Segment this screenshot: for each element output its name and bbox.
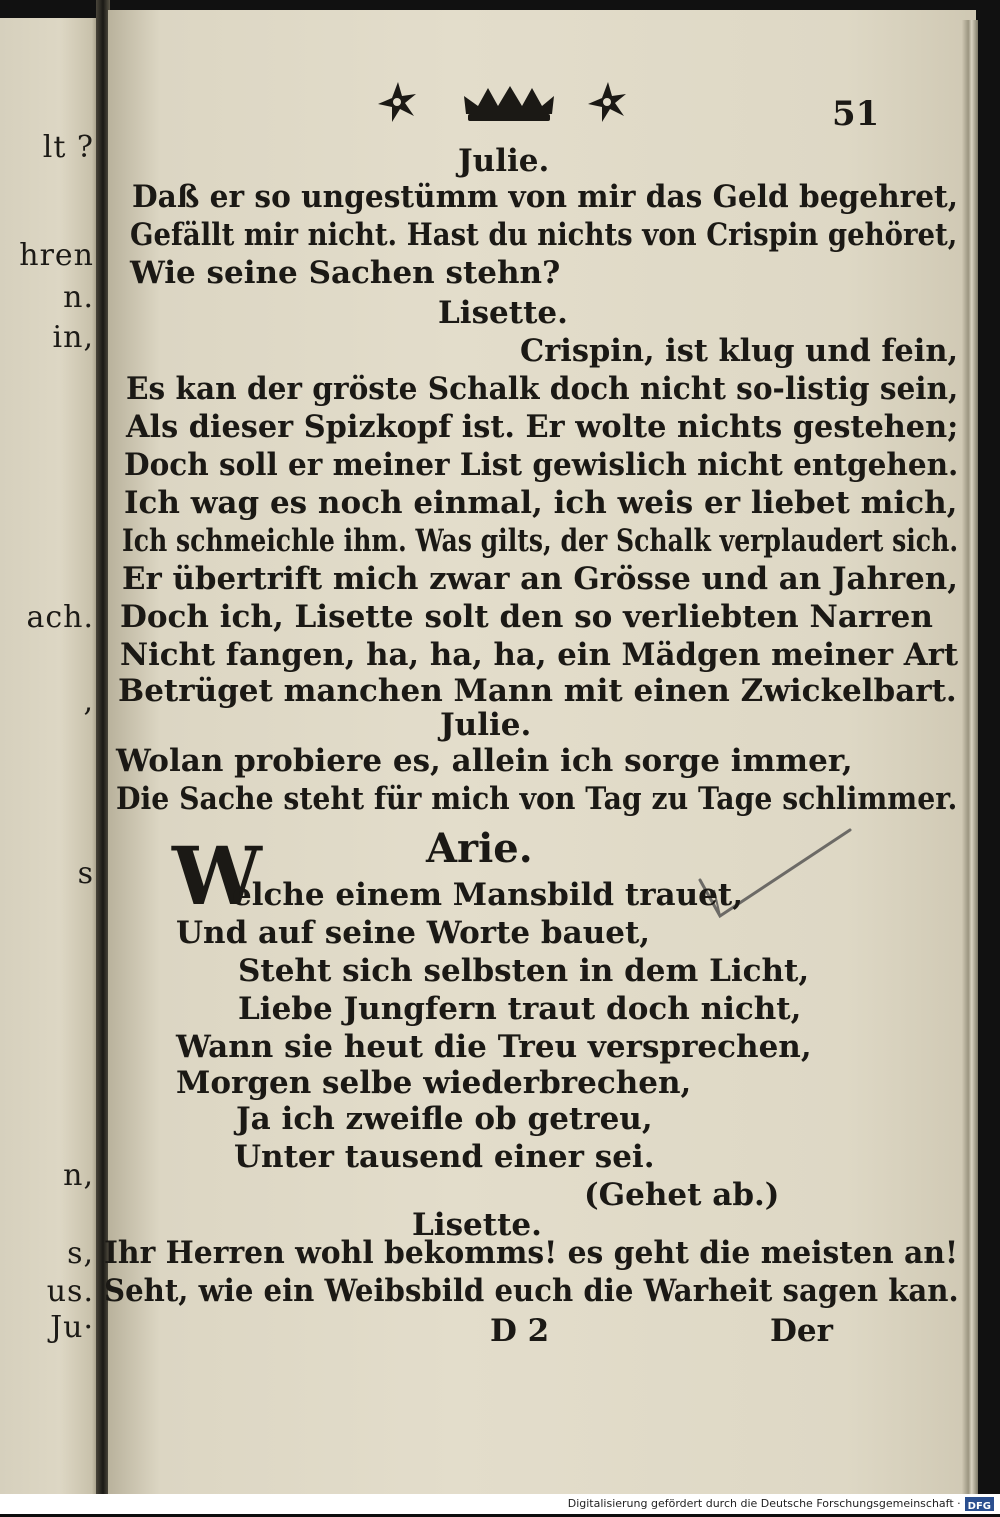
verse-line: Ich wag es noch einmal, ich weis er liebet mich,	[124, 485, 958, 521]
stage-direction: (Gehet ab.)	[584, 1177, 780, 1213]
page-number: 51	[832, 94, 880, 134]
speaker-lisette: Lisette.	[438, 295, 568, 331]
verse-line: Er übertrift mich zwar an Grösse und an Jahren,	[122, 561, 958, 597]
header-ornament	[370, 78, 640, 128]
page-edge	[962, 20, 978, 1494]
verse-line: Seht, wie ein Weibsbild euch die Warheit sagen kan.	[104, 1273, 959, 1309]
left-fragment: n.	[63, 280, 94, 315]
left-fragment: lt ?	[42, 130, 94, 165]
left-fragment: in,	[52, 320, 94, 355]
footer-credit: Digitalisierung gefördert durch die Deutsche Forschungsgemeinschaft ·	[567, 1497, 961, 1510]
crown-ornament-icon	[464, 86, 554, 121]
verse-line: Doch ich, Lisette solt den so verliebten Narren	[120, 599, 933, 635]
verse-line: Als dieser Spizkopf ist. Er wolte nichts gestehen;	[126, 409, 959, 445]
verse-line: Betrüget manchen Mann mit einen Zwickelbart.	[118, 673, 957, 709]
dfg-logo: DFG	[965, 1497, 994, 1511]
verse-line: Ich schmeichle ihm. Was gilts, der Schalk verplaudert sich.	[122, 523, 959, 559]
left-fragment: s	[77, 856, 94, 891]
speaker-julie: Julie.	[458, 143, 550, 179]
aria-line: Und auf seine Worte bauet,	[176, 915, 651, 951]
verse-line: Die Sache steht für mich von Tag zu Tage schlimmer.	[116, 781, 958, 817]
left-fragment: Ju·	[50, 1310, 94, 1345]
aria-line: elche einem Mansbild trauet,	[232, 877, 743, 913]
verse-line: Es kan der gröste Schalk doch nicht so-listig sein,	[126, 371, 959, 407]
verse-line: Wolan probiere es, allein ich sorge immer,	[116, 743, 853, 779]
verse-line: Daß er so ungestümm von mir das Geld begehret,	[132, 179, 959, 215]
aria-line: Ja ich zweifle ob getreu,	[236, 1101, 653, 1137]
verse-line: Gefällt mir nicht. Hast du nichts von Crispin gehöret,	[130, 217, 958, 253]
signature-mark: D 2	[490, 1313, 550, 1349]
left-fragment: us.	[46, 1274, 94, 1309]
verse-line: Nicht fangen, ha, ha, ha, ein Mädgen meiner Art	[120, 637, 959, 673]
catchword: Der	[770, 1313, 833, 1349]
verse-line: Crispin, ist klug und fein,	[520, 333, 959, 369]
star-ornament-icon	[378, 82, 416, 122]
aria-line: Unter tausend einer sei.	[234, 1139, 655, 1175]
verse-line: Doch soll er meiner List gewislich nicht entgehen.	[124, 447, 959, 483]
star-ornament-icon	[588, 82, 626, 122]
left-page-fragment	[0, 18, 100, 1494]
digitization-footer	[0, 1494, 1000, 1514]
left-fragment: s,	[67, 1236, 94, 1271]
left-fragment: ,	[83, 684, 94, 719]
left-fragment: n,	[63, 1158, 94, 1193]
verse-line: Ihr Herren wohl bekomms! es geht die meisten an!	[104, 1235, 959, 1271]
aria-line: Steht sich selbsten in dem Licht,	[238, 953, 810, 989]
verse-line: Wie seine Sachen stehn?	[130, 255, 561, 291]
drop-cap: W	[172, 829, 262, 923]
left-fragment: hren	[19, 238, 94, 273]
speaker-lisette: Lisette.	[412, 1207, 542, 1243]
left-fragment: ach.	[26, 600, 94, 635]
aria-line: Liebe Jungfern traut doch nicht,	[238, 991, 802, 1027]
arie-heading: Arie.	[426, 825, 533, 872]
speaker-julie: Julie.	[440, 707, 532, 743]
aria-line: Wann sie heut die Treu versprechen,	[176, 1029, 812, 1065]
aria-line: Morgen selbe wiederbrechen,	[176, 1065, 692, 1101]
